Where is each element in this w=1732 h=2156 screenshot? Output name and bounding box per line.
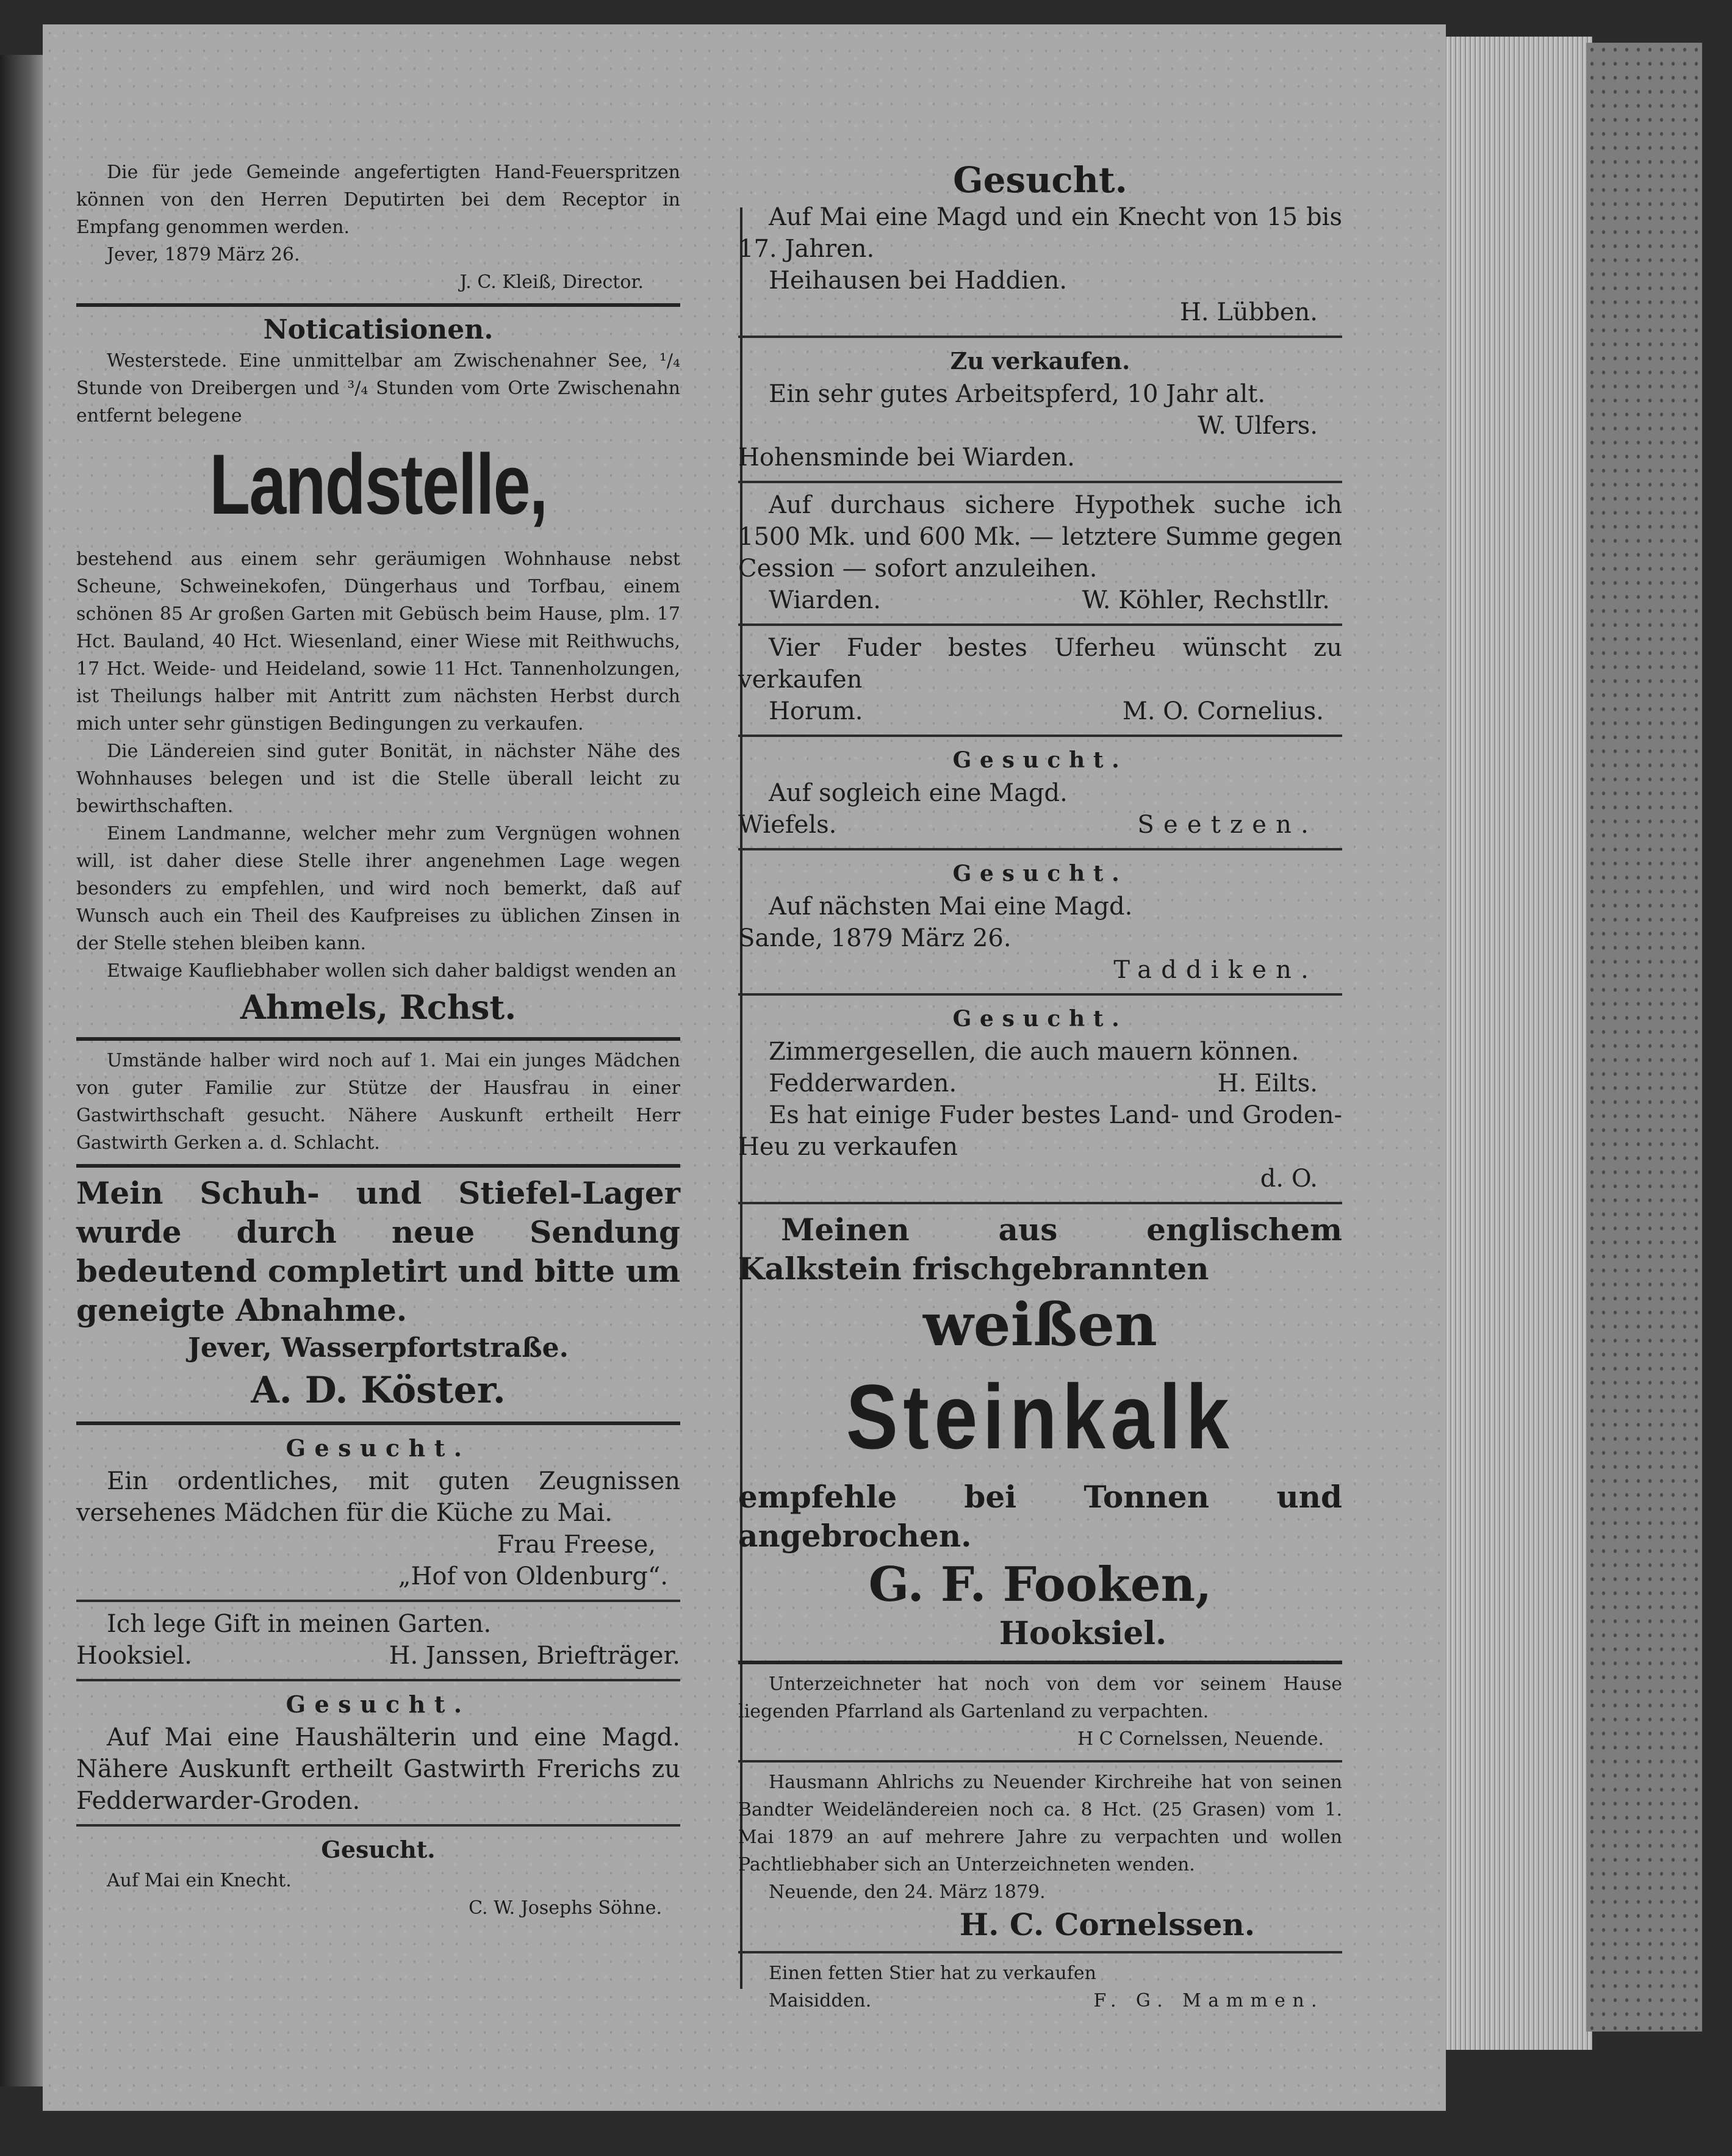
ad-weidelaendereien [738,1769,1342,1944]
ad-footer [738,1068,1342,1099]
ad-text: Die für jede Gemeinde angefertigten Hand-Feuerspritzen können von den Herren Deputirten bei dem Receptor in Empfang genommen werden. [76,162,680,238]
ad-text: Auf durchaus sichere Hypothek suche ich 1500 Mk. und 600 Mk. — letztere Summe gegen Cession — sofort anzuleihen. [738,491,1342,583]
name: C. W. Josephs Söhne. [469,1897,662,1919]
name: H. Lübben. [1180,298,1318,326]
name: Taddiken. [1113,956,1318,984]
ad-text: Hausmann Ahlrichs zu Neuender Kirchreihe hat von seinen Bandter Weideländereien noch ca. 8 Hct. (25 Grasen) vom 1. Mai 1879 an auf mehrere Jahre zu verpachten und wollen Pachtliebhaber sich an Unterzeichneten wenden. [738,1772,1342,1875]
page-block-edge [1434,37,1592,2050]
ad-landstelle [76,313,680,1030]
ad-gesucht-magd-knecht [738,159,1342,328]
ad-text: Mein Schuh- und Stiefel-Lager wurde durch neue Sendung bedeutend completirt und bitte um geneigte Abnahme. [76,1175,680,1328]
name: H. Janssen, Briefträger. [389,1642,680,1670]
right-column [738,159,1342,2014]
ad-text: Auf Mai ein Knecht. [107,1870,292,1891]
ad-body: Einem Landmanne, welcher mehr zum Vergnügen wohnen will, ist daher diese Stelle ihrer angenehmen Lage wegen besonders zu empfehlen, und wird noch bemerkt, daß auf Wunsch auch ein Theil des Kaufpreises zu üblichen Zinsen in der Stelle stehen bleiben kann. [76,823,680,954]
ad-intro: Meinen aus englischem Kalkstein frischgebrannten [738,1212,1342,1287]
ad-text: Ein sehr gutes Arbeitspferd, 10 Jahr alt. [769,380,1266,408]
separator-rule [738,1661,1342,1664]
place: Fedderwarden. [769,1069,957,1098]
place-date: Neuende, den 24. März 1879. [769,1881,1046,1903]
ad-uferheu [738,632,1342,727]
separator-rule [76,1037,680,1041]
signature: H. C. Cornelssen. [959,1906,1256,1942]
separator-rule [738,1951,1342,1953]
ad-text: Umstände halber wird noch auf 1. Mai ein junges Mädchen von guter Familie zur Stütze der Hausfrau in einer Gastwirthschaft gesucht. Nähere Auskunft ertheilt Herr Gastwirth Gerken a. d. Schlacht. [76,1050,680,1154]
place: Horum. [769,697,863,725]
name: d. O. [1260,1165,1318,1193]
ad-heading: Noticatisionen. [263,314,494,345]
ad-text: Auf Mai eine Magd und ein Knecht von 15 bis 17. Jahren. [738,203,1342,263]
ad-text: Unterzeichneter hat noch von dem vor seinem Hause liegenden Pfarrland als Gartenland zu verpachten. [738,1673,1342,1722]
display-word: weißen [923,1290,1157,1359]
ad-heading: Gesucht. [321,1836,436,1863]
ad-gesucht-magd-sogleich [738,743,1342,841]
ad-footer [738,695,1342,727]
separator-rule [738,623,1342,626]
ad-text: Auf Mai eine Haushälterin und eine Magd. Nähere Auskunft ertheilt Gastwirth Frerichs zu Fedderwarder-Groden. [76,1723,680,1815]
ad-pfarrland [738,1670,1342,1753]
separator-rule [738,848,1342,850]
separator-rule [76,303,680,307]
separator-rule [76,1600,680,1602]
name: Frau Freese, [497,1531,656,1559]
signature: J. C. Kleiß, Director. [459,271,644,293]
ad-text: Auf sogleich eine Magd. [769,779,1068,807]
ad-maedchen [76,1047,680,1157]
place: Hooksiel. [999,1615,1167,1652]
ad-heading: Gesucht. [952,1006,1128,1032]
ad-arbeitspferd [738,344,1342,473]
separator-rule [738,993,1342,996]
ad-gesucht-knecht [76,1833,680,1922]
book-cover [1586,43,1702,2032]
ad-footer [76,1640,680,1672]
ad-feuerspritzen [76,159,680,296]
place: Wiarden. [769,586,881,614]
ad-steinkalk [738,1210,1342,1653]
ad-gift [76,1608,680,1672]
ad-heading: Gesucht. [952,861,1128,886]
ad-stier [738,1960,1342,2014]
hotel-name: „Hof von Oldenburg“. [398,1562,668,1590]
separator-rule [76,1824,680,1827]
ad-text: Vier Fuder bestes Uferheu wünscht zu verkaufen [738,634,1342,694]
signature: A. D. Köster. [251,1369,506,1412]
name: M. O. Cornelius. [1122,697,1324,725]
name: F. G. Mammen. [1093,1990,1324,2011]
ad-text: Ein ordentliches, mit guten Zeugnissen versehenes Mädchen für die Küche zu Mai. [76,1467,680,1527]
ad-body: Die Ländereien sind guter Bonität, in nächster Nähe des Wohnhauses belegen und ist die Stelle überall leicht zu bewirthschaften. [76,741,680,817]
ad-text: Einen fetten Stier hat zu verkaufen [769,1963,1096,1984]
ad-text: Auf nächsten Mai eine Magd. [769,893,1133,921]
place-date: Jever, 1879 März 26. [107,244,300,265]
ad-heading: Gesucht. [953,159,1127,201]
display-title: Steinkalk [846,1365,1235,1468]
ad-body: bestehend aus einem sehr geräumigen Wohnhause nebst Scheune, Schweinekofen, Düngerhaus und Torfbau, einem schönen 85 Ar großen Garten mit Gebüsch beim Hause, plm. 17 Hct. Bauland, 40 Hct. Wiesenland, einer Wiese mit Reithwuchs, 17 Hct. Weide- und Heideland, sowie 11 Hct. Tannenholzungen, ist Theilungs halber mit Antritt zum nächsten Herbst durch mich unter sehr günstigen Bedingungen zu verkaufen. [76,548,680,735]
ad-footer [738,584,1342,616]
name: W. Ulfers. [1198,412,1318,440]
separator-rule [738,336,1342,338]
ad-gesucht-kueche [76,1431,680,1592]
separator-rule [76,1679,680,1681]
ad-heading: Zu verkaufen. [950,347,1130,375]
ad-heading: Gesucht. [286,1691,471,1718]
previous-page-edge [0,55,43,2086]
ad-hypothek [738,489,1342,616]
separator-rule [76,1164,680,1168]
left-column [76,159,680,1922]
name: W. Köhler, Rechstllr. [1082,586,1330,614]
separator-rule [738,735,1342,737]
name: Seetzen. [1137,811,1318,839]
place: Hooksiel. [76,1642,192,1670]
place: Wiefels. [738,811,837,839]
name: H. Eilts. [1217,1069,1318,1098]
ad-footer [738,809,1342,841]
ad-gesucht-haushaelterin [76,1687,680,1817]
ad-heading: Gesucht. [952,747,1128,773]
place: Hohensminde bei Wiarden. [738,444,1075,472]
ad-zimmergesellen [738,1002,1342,1195]
ad-display-title: Landstelle, [209,436,547,532]
ad-schuh-lager [76,1174,680,1414]
ad-footer [738,1987,1342,2014]
ad-text: empfehle bei Tonnen und angebrochen. [738,1479,1342,1554]
place-date: Sande, 1879 März 26. [738,924,1012,952]
place: Heihausen bei Haddien. [769,267,1068,295]
ad-text: Ich lege Gift in meinen Garten. [107,1610,492,1638]
separator-rule [738,481,1342,483]
ad-gesucht-magd-mai [738,857,1342,986]
separator-rule [76,1421,680,1425]
address: Jever, Wasserpfortstraße. [188,1332,569,1364]
ad-intro: Westerstede. Eine unmittelbar am Zwischenahner See, ¹/₄ Stunde von Dreibergen und ³/₄ Stunden vom Orte Zwischenahn entfernt belegene [76,350,680,426]
place: Maisidden. [769,1990,872,2011]
ad-text: Es hat einige Fuder bestes Land- und Groden-Heu zu verkaufen [738,1101,1342,1161]
ad-body: Etwaige Kaufliebhaber wollen sich daher baldigst wenden an [107,960,677,982]
ad-text: Zimmergesellen, die auch mauern können. [769,1038,1299,1066]
signature: Ahmels, Rchst. [240,988,517,1027]
name: H C Cornelssen, Neuende. [1077,1728,1324,1750]
separator-rule [738,1760,1342,1763]
separator-rule [738,1202,1342,1204]
signature: G. F. Fooken, [868,1557,1212,1612]
ad-heading: Gesucht. [286,1434,471,1462]
